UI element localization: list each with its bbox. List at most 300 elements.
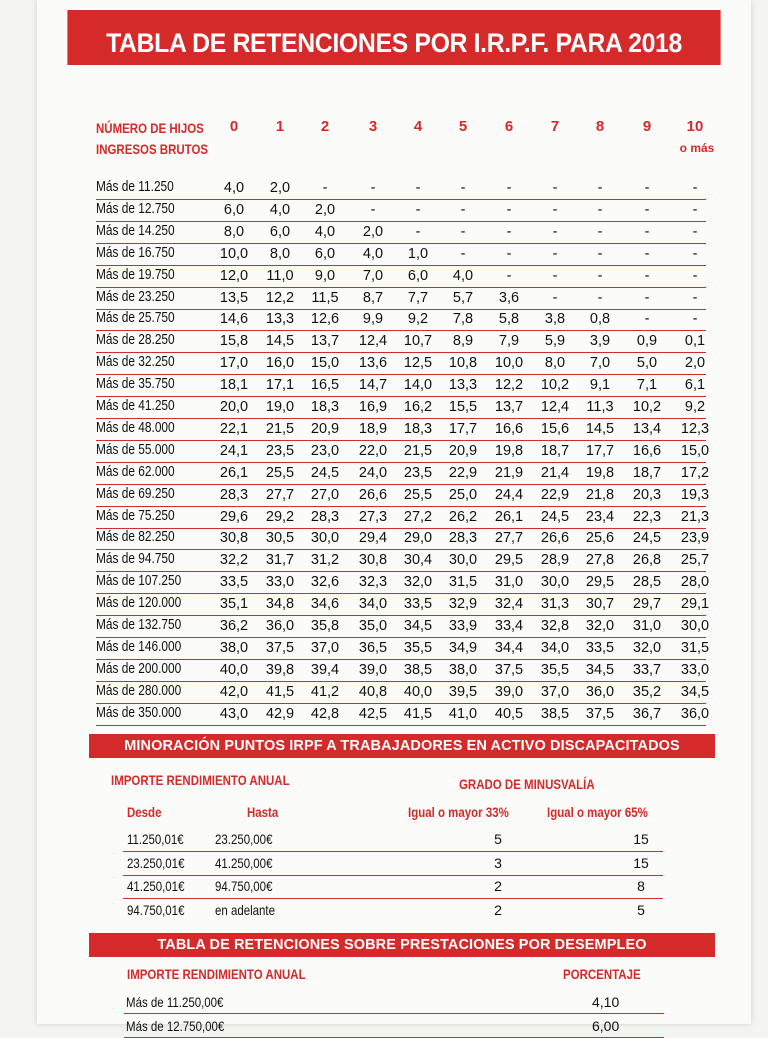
row-header (96, 118, 233, 160)
table-cell: 34,0 (358, 596, 388, 613)
table-cell: 32,3 (358, 574, 388, 591)
table-cell: 30,0 (310, 530, 340, 547)
table-cell: 29,5 (494, 552, 524, 569)
column-header: 1 (275, 118, 285, 135)
table-cell: 32,0 (632, 639, 662, 656)
table-cell: - (692, 201, 698, 218)
table-cell: 12,2 (494, 377, 524, 394)
table-row (96, 418, 710, 441)
table-cell: 20,9 (448, 442, 478, 459)
table-cell: 42,5 (358, 705, 388, 722)
table-cell: 7,0 (362, 267, 384, 284)
table-cell: 41,0 (448, 705, 478, 722)
table-cell: 35,8 (310, 618, 340, 634)
table-cell: 33,4 (494, 618, 524, 634)
from-value: 41.250,01€ (127, 878, 185, 894)
row-label: Más de 94.750 (96, 551, 175, 568)
row-label: Más de 14.250 (96, 222, 175, 239)
table-cell: 32,4 (494, 596, 524, 613)
table-row (96, 593, 710, 616)
table-cell: 31,7 (265, 552, 295, 569)
table-cell: 29,2 (265, 508, 295, 525)
table-cell: 16,6 (632, 442, 662, 459)
table-cell: - (506, 180, 512, 196)
table-cell: 36,7 (632, 705, 662, 722)
table-cell: 27,7 (494, 530, 524, 547)
table-row (96, 396, 706, 419)
table-cell: 17,1 (265, 377, 295, 394)
from-value: 11.250,01€ (127, 831, 184, 847)
table-cell: 34,0 (540, 639, 570, 656)
table-cell: 24,5 (540, 508, 570, 525)
table-cell: - (644, 267, 650, 284)
table-cell: 28,5 (632, 574, 662, 591)
table-row (96, 681, 710, 704)
table-cell: 16,6 (494, 420, 524, 437)
table-cell: 27,7 (265, 486, 295, 503)
table-cell: 33,5 (219, 574, 249, 591)
column-header: 2 (320, 118, 330, 135)
table-row (96, 221, 706, 244)
table-cell: 19,8 (585, 464, 615, 481)
table-cell: 27,0 (310, 486, 340, 503)
table-cell: - (552, 180, 558, 196)
table-cell: 4,0 (362, 245, 384, 262)
table-row (96, 243, 706, 266)
disability-row (123, 828, 663, 852)
table-cell: - (552, 201, 558, 218)
table-cell: 32,2 (219, 552, 249, 569)
table-cell: 38,0 (219, 639, 249, 656)
to-value: 41.250,00€ (215, 854, 273, 871)
table-cell: 42,8 (310, 705, 340, 722)
table-row (96, 287, 706, 310)
table-cell: 34,5 (403, 618, 433, 634)
table-row (96, 462, 710, 485)
table-cell: 36,0 (585, 683, 615, 700)
column-header: 9 (642, 118, 652, 135)
table-cell: - (415, 180, 421, 196)
table-cell: 27,3 (358, 508, 388, 525)
unemployment-row (124, 1015, 664, 1038)
table-cell: 26,1 (219, 464, 249, 481)
table-cell: 10,7 (403, 333, 433, 350)
table-cell: 22,1 (219, 420, 249, 437)
table-cell: 24,4 (494, 486, 524, 503)
row-label: Más de 350.000 (96, 704, 182, 721)
table-cell: 29,5 (585, 574, 615, 591)
table-cell: 38,5 (403, 661, 433, 678)
table-cell: - (644, 311, 650, 328)
table-cell: 9,9 (362, 311, 384, 328)
table-cell: 27,2 (403, 508, 433, 525)
table-cell: 10,0 (494, 355, 524, 372)
table-cell: - (506, 245, 512, 262)
table-cell: 25,5 (403, 486, 433, 503)
table-cell: 6,0 (223, 201, 245, 218)
row-label: Más de 35.750 (96, 376, 175, 393)
table-cell: 30,5 (265, 530, 295, 547)
table-cell: 9,0 (314, 267, 336, 284)
row-label: Más de 107.250 (96, 573, 182, 590)
table-row (96, 637, 710, 660)
value-33: 2 (494, 878, 502, 894)
unemployment-banner: TABLA DE RETENCIONES SOBRE PRESTACIONES POR DESEMPLEO (89, 933, 715, 957)
row-label: Más de 120.000 (96, 595, 182, 612)
table-cell: 12,2 (265, 289, 295, 306)
table-cell: 13,3 (265, 311, 295, 328)
table-cell: - (692, 245, 698, 262)
table-cell: 2,0 (314, 201, 336, 218)
row-label: Más de 11.250 (96, 179, 174, 195)
table-cell: 39,0 (494, 683, 524, 700)
table-cell: 31,5 (448, 574, 478, 591)
col-65: Igual o mayor 65% (547, 804, 648, 820)
table-cell: 3,9 (589, 333, 611, 350)
table-cell: 17,7 (448, 420, 478, 437)
table-cell: 36,0 (265, 618, 295, 634)
table-cell: 4,0 (223, 180, 245, 196)
table-cell: 36,2 (219, 618, 249, 634)
table-row (96, 571, 710, 594)
table-cell: 5,8 (498, 311, 520, 328)
table-cell: 30,8 (219, 530, 249, 547)
row-header-children: NÚMERO DE HIJOS (96, 120, 204, 136)
table-cell: 40,8 (358, 683, 388, 700)
table-cell: 6,0 (407, 267, 429, 284)
table-cell: 41,5 (403, 705, 433, 722)
table-cell: 8,0 (544, 355, 566, 372)
table-cell: 19,3 (680, 486, 710, 503)
row-label: Más de 25.750 (96, 310, 175, 327)
table-cell: 32,0 (585, 618, 615, 634)
table-row (96, 549, 710, 572)
table-cell: 22,9 (540, 486, 570, 503)
table-cell: 35,5 (403, 639, 433, 656)
table-cell: 38,5 (540, 705, 570, 722)
table-cell: 23,4 (585, 508, 615, 525)
table-cell: 36,5 (358, 639, 388, 656)
table-cell: 3,8 (544, 311, 566, 328)
table-cell: 29,0 (403, 530, 433, 547)
unemployment-left-header: IMPORTE RENDIMIENTO ANUAL (127, 966, 306, 982)
table-cell: 4,0 (269, 201, 291, 218)
table-cell: 32,0 (403, 574, 433, 591)
table-cell: - (597, 201, 603, 218)
table-cell: 26,1 (494, 508, 524, 525)
row-label: Más de 41.250 (96, 398, 175, 414)
table-cell: 35,2 (632, 683, 662, 700)
table-cell: 15,5 (448, 399, 478, 415)
table-cell: 17,0 (219, 355, 249, 372)
table-cell: 13,6 (358, 355, 388, 372)
table-cell: 0,1 (684, 333, 706, 350)
table-cell: 18,3 (403, 420, 433, 437)
table-cell: 18,7 (632, 464, 662, 481)
row-label: Más de 82.250 (96, 529, 175, 546)
row-label: Más de 75.250 (96, 507, 175, 524)
table-cell: - (460, 180, 466, 196)
table-cell: 3,6 (498, 289, 520, 306)
table-cell: 38,0 (448, 661, 478, 678)
table-cell: 29,4 (358, 530, 388, 547)
table-cell: 20,3 (632, 486, 662, 503)
table-cell: 13,5 (219, 289, 249, 306)
table-cell: 26,6 (540, 530, 570, 547)
table-cell: 5,9 (544, 333, 566, 350)
unemployment-label: Más de 11.250,00€ (126, 994, 224, 1010)
table-cell: 23,5 (265, 442, 295, 459)
table-cell: 12,4 (540, 399, 570, 415)
table-cell: 29,1 (680, 596, 710, 613)
table-cell: 23,0 (310, 442, 340, 459)
table-cell: 42,9 (265, 705, 295, 722)
table-cell: 35,1 (219, 596, 249, 613)
table-cell: 34,5 (585, 661, 615, 678)
table-cell: 5,7 (452, 289, 474, 306)
table-cell: 41,5 (265, 683, 295, 700)
column-header: 6 (504, 118, 514, 135)
table-row (96, 703, 710, 726)
table-row (96, 484, 710, 507)
table-cell: 8,0 (269, 245, 291, 262)
table-cell: 9,2 (684, 399, 706, 415)
table-cell: 0,8 (589, 311, 611, 328)
table-cell: 7,0 (589, 355, 611, 372)
table-cell: 16,5 (310, 377, 340, 394)
table-cell: 37,5 (494, 661, 524, 678)
table-cell: 13,7 (494, 399, 524, 415)
table-cell: 19,8 (494, 442, 524, 459)
row-label: Más de 12.750 (96, 200, 175, 217)
value-65: 5 (637, 901, 645, 918)
table-cell: 5,0 (636, 355, 658, 372)
table-cell: 25,0 (448, 486, 478, 503)
table-cell: 8,7 (362, 289, 384, 306)
column-header: 7 (550, 118, 560, 135)
column-header: 8 (595, 118, 605, 135)
table-cell: - (597, 267, 603, 284)
table-row (96, 615, 710, 638)
table-cell: 24,5 (632, 530, 662, 547)
table-cell: 21,5 (403, 442, 433, 459)
table-cell: - (552, 289, 558, 306)
row-label: Más de 48.000 (96, 419, 175, 436)
table-row (96, 330, 706, 353)
table-cell: 16,2 (403, 399, 433, 415)
table-cell: - (552, 267, 558, 284)
table-cell: - (552, 245, 558, 262)
table-cell: - (644, 201, 650, 218)
last-column-suffix: o más (679, 141, 715, 155)
column-header: 10 (686, 118, 704, 135)
table-cell: 28,3 (310, 508, 340, 525)
table-cell: 8,9 (452, 333, 474, 350)
table-cell: 14,5 (265, 333, 295, 350)
table-cell: 18,9 (358, 420, 388, 437)
table-cell: 2,0 (362, 223, 384, 240)
table-cell: 10,2 (540, 377, 570, 394)
table-cell: 7,8 (452, 311, 474, 328)
value-33: 2 (494, 901, 502, 918)
table-row (96, 352, 706, 375)
table-cell: 13,7 (310, 333, 340, 350)
table-cell: - (644, 180, 650, 196)
to-value: 23.250,00€ (215, 831, 273, 847)
to-value: en adelante (215, 901, 276, 918)
disability-row (123, 899, 663, 922)
value-65: 15 (633, 831, 649, 847)
unemployment-value: 6,00 (592, 1018, 620, 1034)
table-cell: 33,7 (632, 661, 662, 678)
column-header: 0 (229, 118, 239, 135)
table-cell: 36,0 (680, 705, 710, 722)
table-cell: 7,9 (498, 333, 520, 350)
table-cell: - (415, 201, 421, 218)
unemployment-label: Más de 12.750,00€ (126, 1018, 225, 1034)
table-cell: 30,0 (680, 618, 710, 634)
table-cell: 27,8 (585, 552, 615, 569)
table-cell: - (506, 201, 512, 218)
page-title: TABLA DE RETENCIONES POR I.R.P.F. PARA 2018 (67, 10, 720, 65)
table-cell: 34,5 (680, 683, 710, 700)
table-cell: 32,8 (540, 618, 570, 634)
table-cell: 14,7 (358, 377, 388, 394)
table-cell: 29,6 (219, 508, 249, 525)
row-label: Más de 132.750 (96, 617, 182, 633)
value-33: 5 (494, 831, 502, 847)
table-cell: 32,6 (310, 574, 340, 591)
table-cell: - (692, 267, 698, 284)
column-header: 3 (368, 118, 378, 135)
table-cell: 33,0 (680, 661, 710, 678)
table-cell: 16,9 (358, 399, 388, 415)
table-cell: 12,0 (219, 267, 249, 284)
table-cell: 33,5 (585, 639, 615, 656)
to-value: 94.750,00€ (215, 878, 273, 894)
table-cell: 21,3 (680, 508, 710, 525)
table-cell: 34,6 (310, 596, 340, 613)
table-row (96, 659, 710, 682)
row-label: Más de 23.250 (96, 288, 175, 305)
table-cell: - (644, 289, 650, 306)
table-cell: 30,0 (448, 552, 478, 569)
table-cell: 28,3 (448, 530, 478, 547)
table-cell: 33,9 (448, 618, 478, 634)
table-cell: 12,6 (310, 311, 340, 328)
row-label: Más de 55.000 (96, 441, 175, 458)
table-cell: 1,0 (407, 245, 429, 262)
value-65: 8 (637, 878, 645, 894)
table-cell: 43,0 (219, 705, 249, 722)
table-cell: - (692, 180, 698, 196)
table-cell: 34,4 (494, 639, 524, 656)
table-cell: 8,0 (223, 223, 245, 240)
table-cell: 12,5 (403, 355, 433, 372)
col-33: Igual o mayor 33% (408, 804, 509, 820)
column-header: 5 (458, 118, 468, 135)
table-cell: - (597, 223, 603, 240)
table-cell: 18,7 (540, 442, 570, 459)
table-cell: 28,3 (219, 486, 249, 503)
table-cell: 7,7 (407, 289, 429, 306)
row-label: Más de 69.250 (96, 485, 175, 502)
row-label: Más de 32.250 (96, 354, 175, 371)
table-cell: 39,5 (448, 683, 478, 700)
table-cell: 25,6 (585, 530, 615, 547)
table-cell: 29,7 (632, 596, 662, 613)
table-cell: - (370, 201, 376, 218)
table-row (96, 527, 710, 550)
table-cell: 33,5 (403, 596, 433, 613)
from-value: 23.250,01€ (127, 854, 185, 871)
table-cell: 10,8 (448, 355, 478, 372)
table-row (96, 308, 706, 331)
table-cell: - (460, 223, 466, 240)
table-cell: - (506, 223, 512, 240)
table-cell: 11,0 (266, 267, 294, 284)
table-cell: - (644, 245, 650, 262)
table-row (96, 506, 710, 529)
table-cell: 33,0 (265, 574, 295, 591)
table-row (96, 177, 706, 200)
table-cell: 17,7 (585, 442, 615, 459)
table-cell: 40,5 (494, 705, 524, 722)
table-cell: 35,5 (540, 661, 570, 678)
disability-banner: MINORACIÓN PUNTOS IRPF A TRABAJADORES EN ACTIVO DISCAPACITADOS (89, 734, 715, 758)
table-cell: 34,9 (448, 639, 478, 656)
table-cell: 37,5 (585, 705, 615, 722)
table-cell: - (597, 289, 603, 306)
table-cell: 39,8 (265, 661, 295, 678)
table-cell: 9,2 (407, 311, 429, 328)
table-cell: 30,0 (540, 574, 570, 591)
table-cell: 31,0 (494, 574, 524, 591)
row-header-income: INGRESOS BRUTOS (96, 141, 209, 157)
table-cell: 18,1 (219, 377, 249, 394)
table-cell: 18,3 (310, 399, 340, 415)
table-cell: 31,3 (540, 596, 570, 613)
document-sheet (37, 0, 751, 1034)
table-cell: 24,5 (310, 464, 340, 481)
table-cell: 15,8 (219, 333, 249, 350)
value-33: 3 (494, 854, 502, 871)
table-cell: 31,5 (680, 639, 710, 656)
table-cell: 15,6 (540, 420, 570, 437)
withholding-table (37, 0, 751, 740)
table-cell: - (415, 223, 421, 240)
table-cell: 9,1 (589, 377, 611, 394)
table-cell: 24,0 (358, 464, 388, 481)
column-header: 4 (413, 118, 423, 135)
table-cell: 6,1 (684, 377, 706, 394)
table-cell: 14,0 (403, 377, 433, 394)
table-cell: 10,0 (219, 245, 249, 262)
table-row (96, 440, 710, 463)
table-cell: 24,1 (219, 442, 249, 459)
table-cell: 19,0 (265, 399, 295, 415)
table-cell: 6,0 (269, 223, 291, 240)
table-cell: 2,0 (684, 355, 706, 372)
row-label: Más de 200.000 (96, 660, 182, 677)
table-cell: 20,0 (219, 399, 249, 415)
table-cell: - (370, 180, 376, 196)
table-cell: 25,5 (265, 464, 295, 481)
table-cell: 21,4 (540, 464, 570, 481)
table-cell: 13,3 (448, 377, 478, 394)
table-cell: 20,9 (310, 420, 340, 437)
table-cell: 13,4 (632, 420, 662, 437)
